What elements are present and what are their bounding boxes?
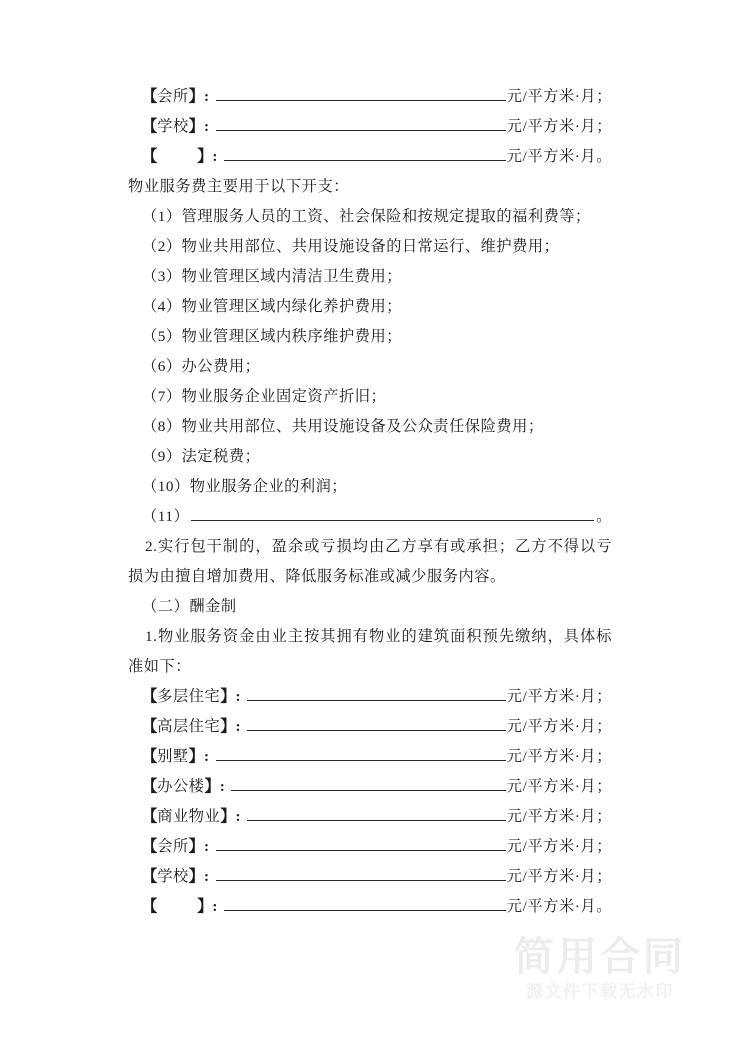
expense-item-number: （11） [142,508,190,525]
expense-item-input-blank[interactable] [191,503,594,521]
rate-row-label [142,832,204,862]
bracket-open: 【 [142,118,158,135]
bracket-open: 【 [142,898,158,915]
rate-row-villa [128,742,612,772]
rate-row-clubhouse-2 [128,832,612,862]
bracket-close: 】 [188,748,204,765]
rate-row-label [142,142,212,172]
rate-row-label [142,772,220,802]
rate-row-label [142,892,212,922]
bracket-close: 】 [220,808,236,825]
rate-unit-text: 元/平方米·月； [506,688,612,705]
rate-row-clubhouse [128,82,612,112]
rate-label-text: 商业物业 [157,808,221,825]
rate-row-label [142,862,204,892]
rate-row-label [142,742,204,772]
rate-row-highrise-residence [128,712,612,742]
rate-input-blank[interactable] [216,743,506,761]
bracket-close: 】 [188,868,204,885]
rate-input-blank[interactable] [224,893,506,911]
bracket-open: 【 [142,718,158,735]
rate-unit-text: 元/平方米·月； [506,748,612,765]
rate-unit-text: 元/平方米·月。 [506,898,612,915]
expense-item: （9）法定税费； [142,448,261,465]
expense-item-list [128,202,612,532]
rate-label-text: 办公楼 [157,778,205,795]
rate-unit-text: 元/平方米·月； [506,838,612,855]
rate-label-text: 学校 [157,868,189,885]
rate-row-label [142,682,236,712]
bracket-open: 【 [142,778,158,795]
expense-item: （2）物业共用部位、共用设施设备的日常运行、维护费用； [142,238,560,255]
expense-item: （1）管理服务人员的工资、社会保险和按规定提取的福利费等； [142,208,591,225]
rate-label-text: 学校 [157,118,189,135]
bracket-open: 【 [142,148,158,165]
rate-row-colon: : [203,838,210,855]
rate-label-text: 高层住宅 [157,718,221,735]
watermark [480,933,720,1006]
bracket-open: 【 [142,838,158,855]
rate-unit-text: 元/平方米·月； [506,778,612,795]
rate-label-text: 别墅 [157,748,189,765]
rate-row-commercial-property [128,802,612,832]
bracket-close: 】 [197,148,213,165]
rate-input-blank[interactable] [231,773,505,791]
rate-input-blank[interactable] [216,83,506,101]
rate-row-office-building [128,772,612,802]
rate-input-blank[interactable] [216,833,506,851]
rate-row-colon: : [219,778,226,795]
expense-item: （8）物业共用部位、共用设施设备及公众责任保险费用； [142,418,544,435]
rate-row-school-2 [128,862,612,892]
bracket-open: 【 [142,808,158,825]
expense-item: （7）物业服务企业固定资产折旧； [142,388,387,405]
bracket-close: 】 [188,838,204,855]
rate-row-custom-2 [128,892,612,922]
bracket-open: 【 [142,868,158,885]
bracket-open: 【 [142,88,158,105]
rate-input-blank[interactable] [224,143,506,161]
rate-row-label [142,712,236,742]
rate-label-text: 会所 [157,88,189,105]
rate-row-colon: : [235,718,242,735]
rate-input-blank[interactable] [247,803,506,821]
bracket-close: 】 [204,778,220,795]
rate-row-label [142,112,204,142]
clause-1-paragraph: 1.物业服务资金由业主按其拥有物业的建筑面积预先缴纳，具体标准如下： [128,628,612,675]
expense-item-period: 。 [596,508,612,525]
rate-unit-text: 元/平方米·月； [506,868,612,885]
rate-row-colon: : [212,898,219,915]
clause-2-paragraph: 2.实行包干制的，盈余或亏损均由乙方享有或承担；乙方不得以亏损为由擅自增加费用、降低服务标准或减少服务内容。 [128,538,612,585]
rate-unit-text: 元/平方米·月。 [506,148,612,165]
bottom-rate-row-list [128,682,612,922]
rate-row-multistorey-residence [128,682,612,712]
bracket-open: 【 [142,748,158,765]
top-rate-row-list [128,82,612,172]
bracket-open: 【 [142,688,158,705]
bracket-close: 】 [188,118,204,135]
rate-unit-text: 元/平方米·月； [506,88,612,105]
rate-row-colon: : [235,688,242,705]
rate-input-blank[interactable] [216,113,506,131]
expense-intro-line: 物业服务费主要用于以下开支： [128,178,350,195]
rate-row-colon: : [203,748,210,765]
expense-item-blank [128,502,612,532]
rate-row-colon: : [203,868,210,885]
watermark-main-text: 简用合同 [514,933,686,980]
expense-item: （4）物业管理区域内绿化养护费用； [142,298,402,315]
watermark-sub-text: 源文件下载无水印 [526,981,674,1002]
rate-unit-text: 元/平方米·月； [506,118,612,135]
document-text-column [128,82,612,922]
expense-item: （10）物业服务企业的利润； [142,478,348,495]
rate-row-colon: : [203,88,210,105]
rate-label-text: 会所 [157,838,189,855]
rate-row-colon: : [203,118,210,135]
expense-item: （3）物业管理区域内清洁卫生费用； [142,268,402,285]
section-heading-remuneration: （二）酬金制 [142,598,237,615]
rate-row-custom [128,142,612,172]
rate-input-blank[interactable] [247,713,506,731]
rate-row-label [142,802,236,832]
expense-item: （6）办公费用； [142,358,261,375]
rate-row-colon: : [212,148,219,165]
rate-row-school [128,112,612,142]
bracket-close: 】 [220,718,236,735]
bracket-close: 】 [197,898,213,915]
rate-input-blank[interactable] [216,863,506,881]
rate-row-colon: : [235,808,242,825]
rate-unit-text: 元/平方米·月； [506,808,612,825]
rate-label-text: 多层住宅 [157,688,221,705]
bracket-close: 】 [220,688,236,705]
expense-item: （5）物业管理区域内秩序维护费用； [142,328,402,345]
rate-input-blank[interactable] [247,683,506,701]
rate-row-label [142,82,204,112]
bracket-close: 】 [188,88,204,105]
rate-unit-text: 元/平方米·月； [506,718,612,735]
